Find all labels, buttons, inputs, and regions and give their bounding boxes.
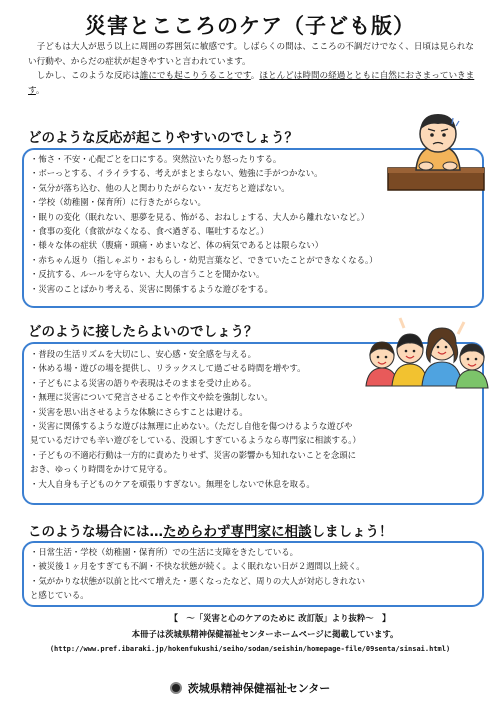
list-item: ・普段の生活リズムを大切にし、安心感・安全感を与える。 xyxy=(30,349,256,359)
intro-text xyxy=(28,40,476,98)
list-item: ・日常生活・学校（幼稚園・保育所）での生活に支障をきたしている。 xyxy=(30,547,298,557)
section3-heading xyxy=(28,520,393,540)
list-item: ・子どもの不適応行動は一方的に責めたりせず、災害の影響かも知れないことを念頭に xyxy=(30,449,356,460)
source-credit: 【 ～「災害と心のケアのために 改訂版」より抜粋～ 】 xyxy=(169,613,391,623)
publication-note: 本冊子は茨城県精神保健福祉センターホームページに掲載しています。 xyxy=(131,629,399,639)
list-item: ・眠りの変化（眠れない、悪夢を見る、怖がる、おねしょする、大人から離れないなど。） xyxy=(30,211,370,222)
section3-heading-text: このような場合には… xyxy=(28,524,163,540)
intro-underline-1: 誰にでも起こりうることです xyxy=(139,71,251,81)
list-item: ・被災後１ヶ月をすぎても不調・不快な状態が続く。よく眠れない日が２週間以上続く。 xyxy=(30,561,365,572)
list-item: ・食事の変化（食欲がなくなる、食べ過ぎる、嘔吐するなど。） xyxy=(30,225,269,236)
section3-list xyxy=(30,545,365,603)
intro-text-span: 。 xyxy=(35,85,45,96)
intro-underline-2: ほとんどは時間の経過とともに自然におさまっていきます xyxy=(28,71,475,96)
list-item: ・無理に災害について発言させることや作文や絵を強制しない。 xyxy=(30,392,273,403)
list-item: ・反抗する、ルールを守らない、大人の言うことを聞かない。 xyxy=(30,269,265,280)
list-item: ・災害のことばかり考える、災害に関係するような遊びをする。 xyxy=(30,283,273,294)
section3-heading-text: しましょう！ xyxy=(311,524,393,540)
list-item: ・赤ちゃん返り（指しゃぶり・おもらし・幼児言葉など、できていたことができなくなる。） xyxy=(30,254,378,265)
worried-child-icon xyxy=(382,106,490,196)
org-logo-icon xyxy=(170,682,182,694)
organization-name xyxy=(0,680,500,696)
source-url[interactable]: (http://www.pref.ibaraki.jp/hokenfukushi/seiho/sodan/seishin/homepage-file/09senta/sinsai.html) xyxy=(49,645,451,653)
intro-paragraph-1: 子どもは大人が思う以上に周囲の雰囲気に敏感です。しばらくの間は、こころの不調だけでなく、日頃は見られない行動や、からだの症状が起きやすいと言われています。 xyxy=(28,42,475,67)
list-item: ・怖さ・不安・心配ごとを口にする。突然泣いたり怒ったりする。 xyxy=(30,154,282,164)
list-item: ・災害に関係するような遊びは無理に止めない。（ただし自他を傷つけるような遊びや xyxy=(30,420,353,431)
list-item: ・学校（幼稚園・保育所）に行きたがらない。 xyxy=(30,197,206,208)
children-group-icon xyxy=(362,316,492,400)
page-title: 災害とこころのケア（子ども版） xyxy=(85,14,415,38)
list-item: ・子どもによる災害の語りや表現はそのままを受け止める。 xyxy=(30,377,257,388)
intro-text-span: 。 xyxy=(250,71,260,81)
intro-text-span: しかし、このような反応は xyxy=(36,71,140,81)
section2-list xyxy=(30,347,361,491)
list-item: おき、ゆっくり時間をかけて見守る。 xyxy=(30,464,172,475)
section3-heading-emphasis: ためらわず専門家に相談 xyxy=(163,524,312,540)
intro-paragraph-2 xyxy=(28,69,476,98)
list-item: ・休める場・遊びの場を提供し、リラックスして過ごせる時間を増やす。 xyxy=(30,363,306,374)
list-item: ・気分が落ち込む、他の人と関わりたがらない・友だちと遊ばない。 xyxy=(30,182,290,193)
organization-label: 茨城県精神保健福祉センター xyxy=(187,682,331,695)
list-item: と感じている。 xyxy=(30,590,89,601)
list-item: 見ているだけでも辛い遊びをしている、没頭しすぎているようなら専門家に相談する。） xyxy=(30,435,361,446)
list-item: ・災害を思い出させるような体験にさらすことは避ける。 xyxy=(30,406,248,417)
section1-heading: どのような反応が起こりやすいのでしょう？ xyxy=(28,130,298,146)
list-item: ・気がかりな状態が以前と比べて増えた・悪くなったなど、周りの大人が対応しきれない xyxy=(30,575,365,586)
list-item: ・様々な体の症状（腹痛・頭痛・めまいなど、体の病気であるとは限らない） xyxy=(30,240,324,251)
list-item: ・ボーっとする、イライラする、考えがまとまらない、勉強に手がつかない。 xyxy=(30,168,323,179)
section2-heading: どのように接したらよいのでしょう？ xyxy=(28,324,258,340)
list-item: ・大人自身も子どものケアを頑張りすぎない。無理をしないで休息を取る。 xyxy=(30,478,315,489)
section1-list xyxy=(30,152,378,296)
